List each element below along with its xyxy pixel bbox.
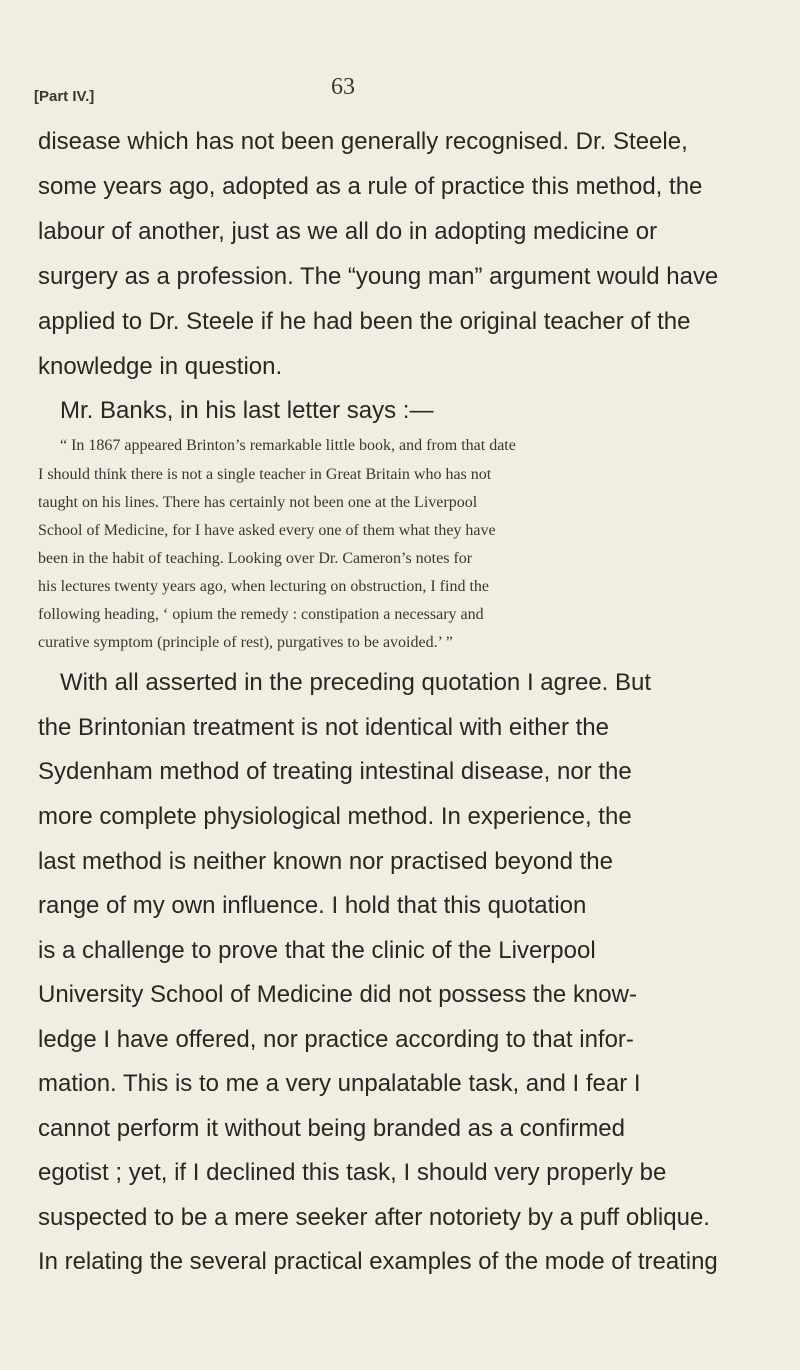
quote-line-5: been in the habit of teaching. Looking over Dr. Cameron’s notes for <box>38 550 473 567</box>
quote-line-1: “ In 1867 appeared Brinton’s remarkable little book, and from that date <box>60 437 516 454</box>
body-line-1: disease which has not been generally recognised. Dr. Steele, <box>38 128 688 155</box>
page-header <box>34 74 734 118</box>
after-line-11: cannot perform it without being branded as a confirmed <box>38 1115 626 1142</box>
after-line-8: University School of Medicine did not possess the know- <box>38 981 637 1008</box>
body-line-3: labour of another, just as we all do in adopting medicine or <box>38 218 658 245</box>
after-line-9: ledge I have offered, nor practice according to that infor- <box>38 1026 634 1053</box>
after-line-7: is a challenge to prove that the clinic of the Liverpool <box>38 937 596 964</box>
after-line-10: mation. This is to me a very unpalatable task, and I fear I <box>38 1070 641 1097</box>
after-line-1: With all asserted in the preceding quotation I agree. But <box>60 669 652 696</box>
quote-line-2: I should think there is not a single teacher in Great Britain who has not <box>38 466 492 483</box>
body-line-5: applied to Dr. Steele if he had been the original teacher of the <box>38 308 691 335</box>
after-line-4: more complete physiological method. In experience, the <box>38 803 632 830</box>
quote-line-6: his lectures twenty years ago, when lecturing on obstruction, I find the <box>38 578 489 595</box>
quote-line-3: taught on his lines. There has certainly not been one at the Liverpool <box>38 494 478 511</box>
body-line-4: surgery as a profession. The “young man” argument would have <box>38 263 719 290</box>
page-number: 63 <box>331 74 355 100</box>
quote-line-7: following heading, ‘ opium the remedy : constipation a necessary and <box>38 606 484 623</box>
body-line-6: knowledge in question. <box>38 353 283 380</box>
after-line-3: Sydenham method of treating intestinal disease, nor the <box>38 758 632 785</box>
section-label: [Part IV.] <box>34 88 95 105</box>
after-line-14: In relating the several practical examples of the mode of treating <box>38 1248 718 1275</box>
after-line-2: the Brintonian treatment is not identical with either the <box>38 714 609 741</box>
body-line-7: Mr. Banks, in his last letter says :— <box>60 397 434 424</box>
after-line-6: range of my own influence. I hold that this quotation <box>38 892 587 919</box>
body-line-2: some years ago, adopted as a rule of practice this method, the <box>38 173 703 200</box>
after-line-12: egotist ; yet, if I declined this task, I should very properly be <box>38 1159 667 1186</box>
quote-line-4: School of Medicine, for I have asked every one of them what they have <box>38 522 496 539</box>
after-line-13: suspected to be a mere seeker after notoriety by a puff oblique. <box>38 1204 710 1231</box>
quote-line-8: curative symptom (principle of rest), purgatives to be avoided.’ ” <box>38 634 453 651</box>
after-line-5: last method is neither known nor practised beyond the <box>38 848 614 875</box>
